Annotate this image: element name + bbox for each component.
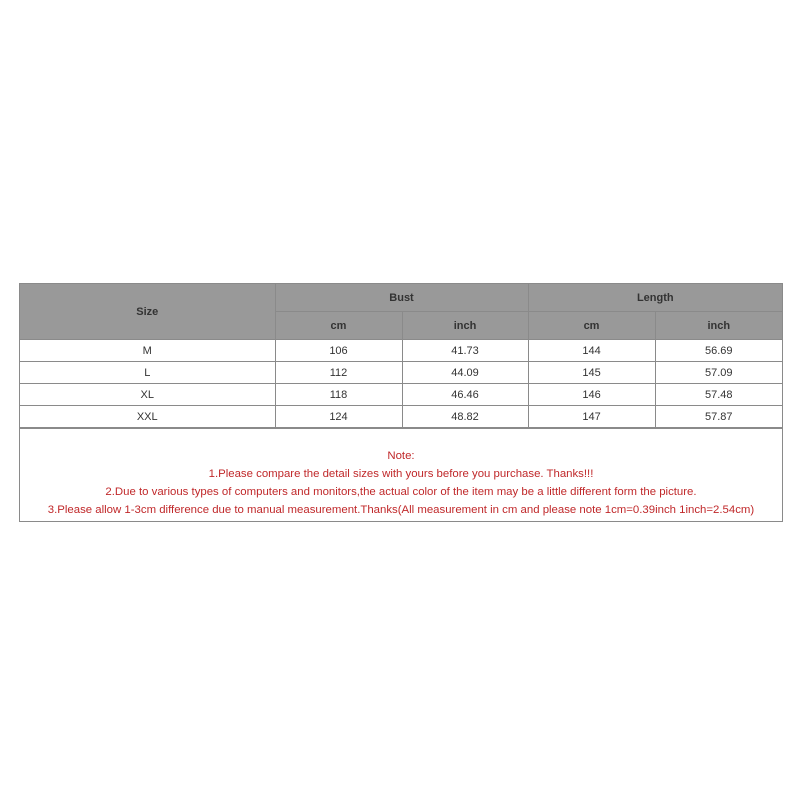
notes-section: [20, 428, 782, 521]
size-cell: L: [20, 362, 275, 384]
length-header: Length: [528, 284, 782, 312]
size-table: [20, 284, 782, 428]
length-inch-cell: 56.69: [655, 340, 782, 362]
length-inch-header: inch: [655, 312, 782, 340]
bust-cm-cell: 118: [275, 384, 402, 406]
length-inch-cell: 57.48: [655, 384, 782, 406]
bust-inch-cell: 46.46: [402, 384, 528, 406]
bust-inch-header: inch: [402, 312, 528, 340]
bust-header: Bust: [275, 284, 528, 312]
length-cm-cell: 145: [528, 362, 655, 384]
length-cm-cell: 144: [528, 340, 655, 362]
note-line-3: 3.Please allow 1-3cm difference due to manual measurement.Thanks(All measurement in cm and please note 1cm=0.39inch 1inch=2.54cm): [47, 504, 755, 516]
bust-cm-cell: 106: [275, 340, 402, 362]
table-row: [20, 362, 782, 384]
bust-cm-header: cm: [275, 312, 402, 340]
note-title: Note:: [387, 450, 415, 462]
length-cm-cell: 147: [528, 406, 655, 428]
length-inch-cell: 57.09: [655, 362, 782, 384]
note-line-1: 1.Please compare the detail sizes with yours before you purchase. Thanks!!!: [208, 468, 594, 480]
size-cell: M: [20, 340, 275, 362]
table-row: [20, 340, 782, 362]
size-cell: XL: [20, 384, 275, 406]
bust-inch-cell: 48.82: [402, 406, 528, 428]
table-row: [20, 406, 782, 428]
length-inch-cell: 57.87: [655, 406, 782, 428]
note-line-2: 2.Due to various types of computers and monitors,the actual color of the item may be a little different form the picture.: [105, 486, 697, 498]
bust-inch-cell: 44.09: [402, 362, 528, 384]
length-cm-cell: 146: [528, 384, 655, 406]
bust-cm-cell: 124: [275, 406, 402, 428]
size-cell: XXL: [20, 406, 275, 428]
length-cm-header: cm: [528, 312, 655, 340]
header-row-groups: [20, 284, 782, 312]
size-chart: [19, 283, 783, 522]
bust-inch-cell: 41.73: [402, 340, 528, 362]
size-header: Size: [20, 284, 275, 340]
table-row: [20, 384, 782, 406]
bust-cm-cell: 112: [275, 362, 402, 384]
